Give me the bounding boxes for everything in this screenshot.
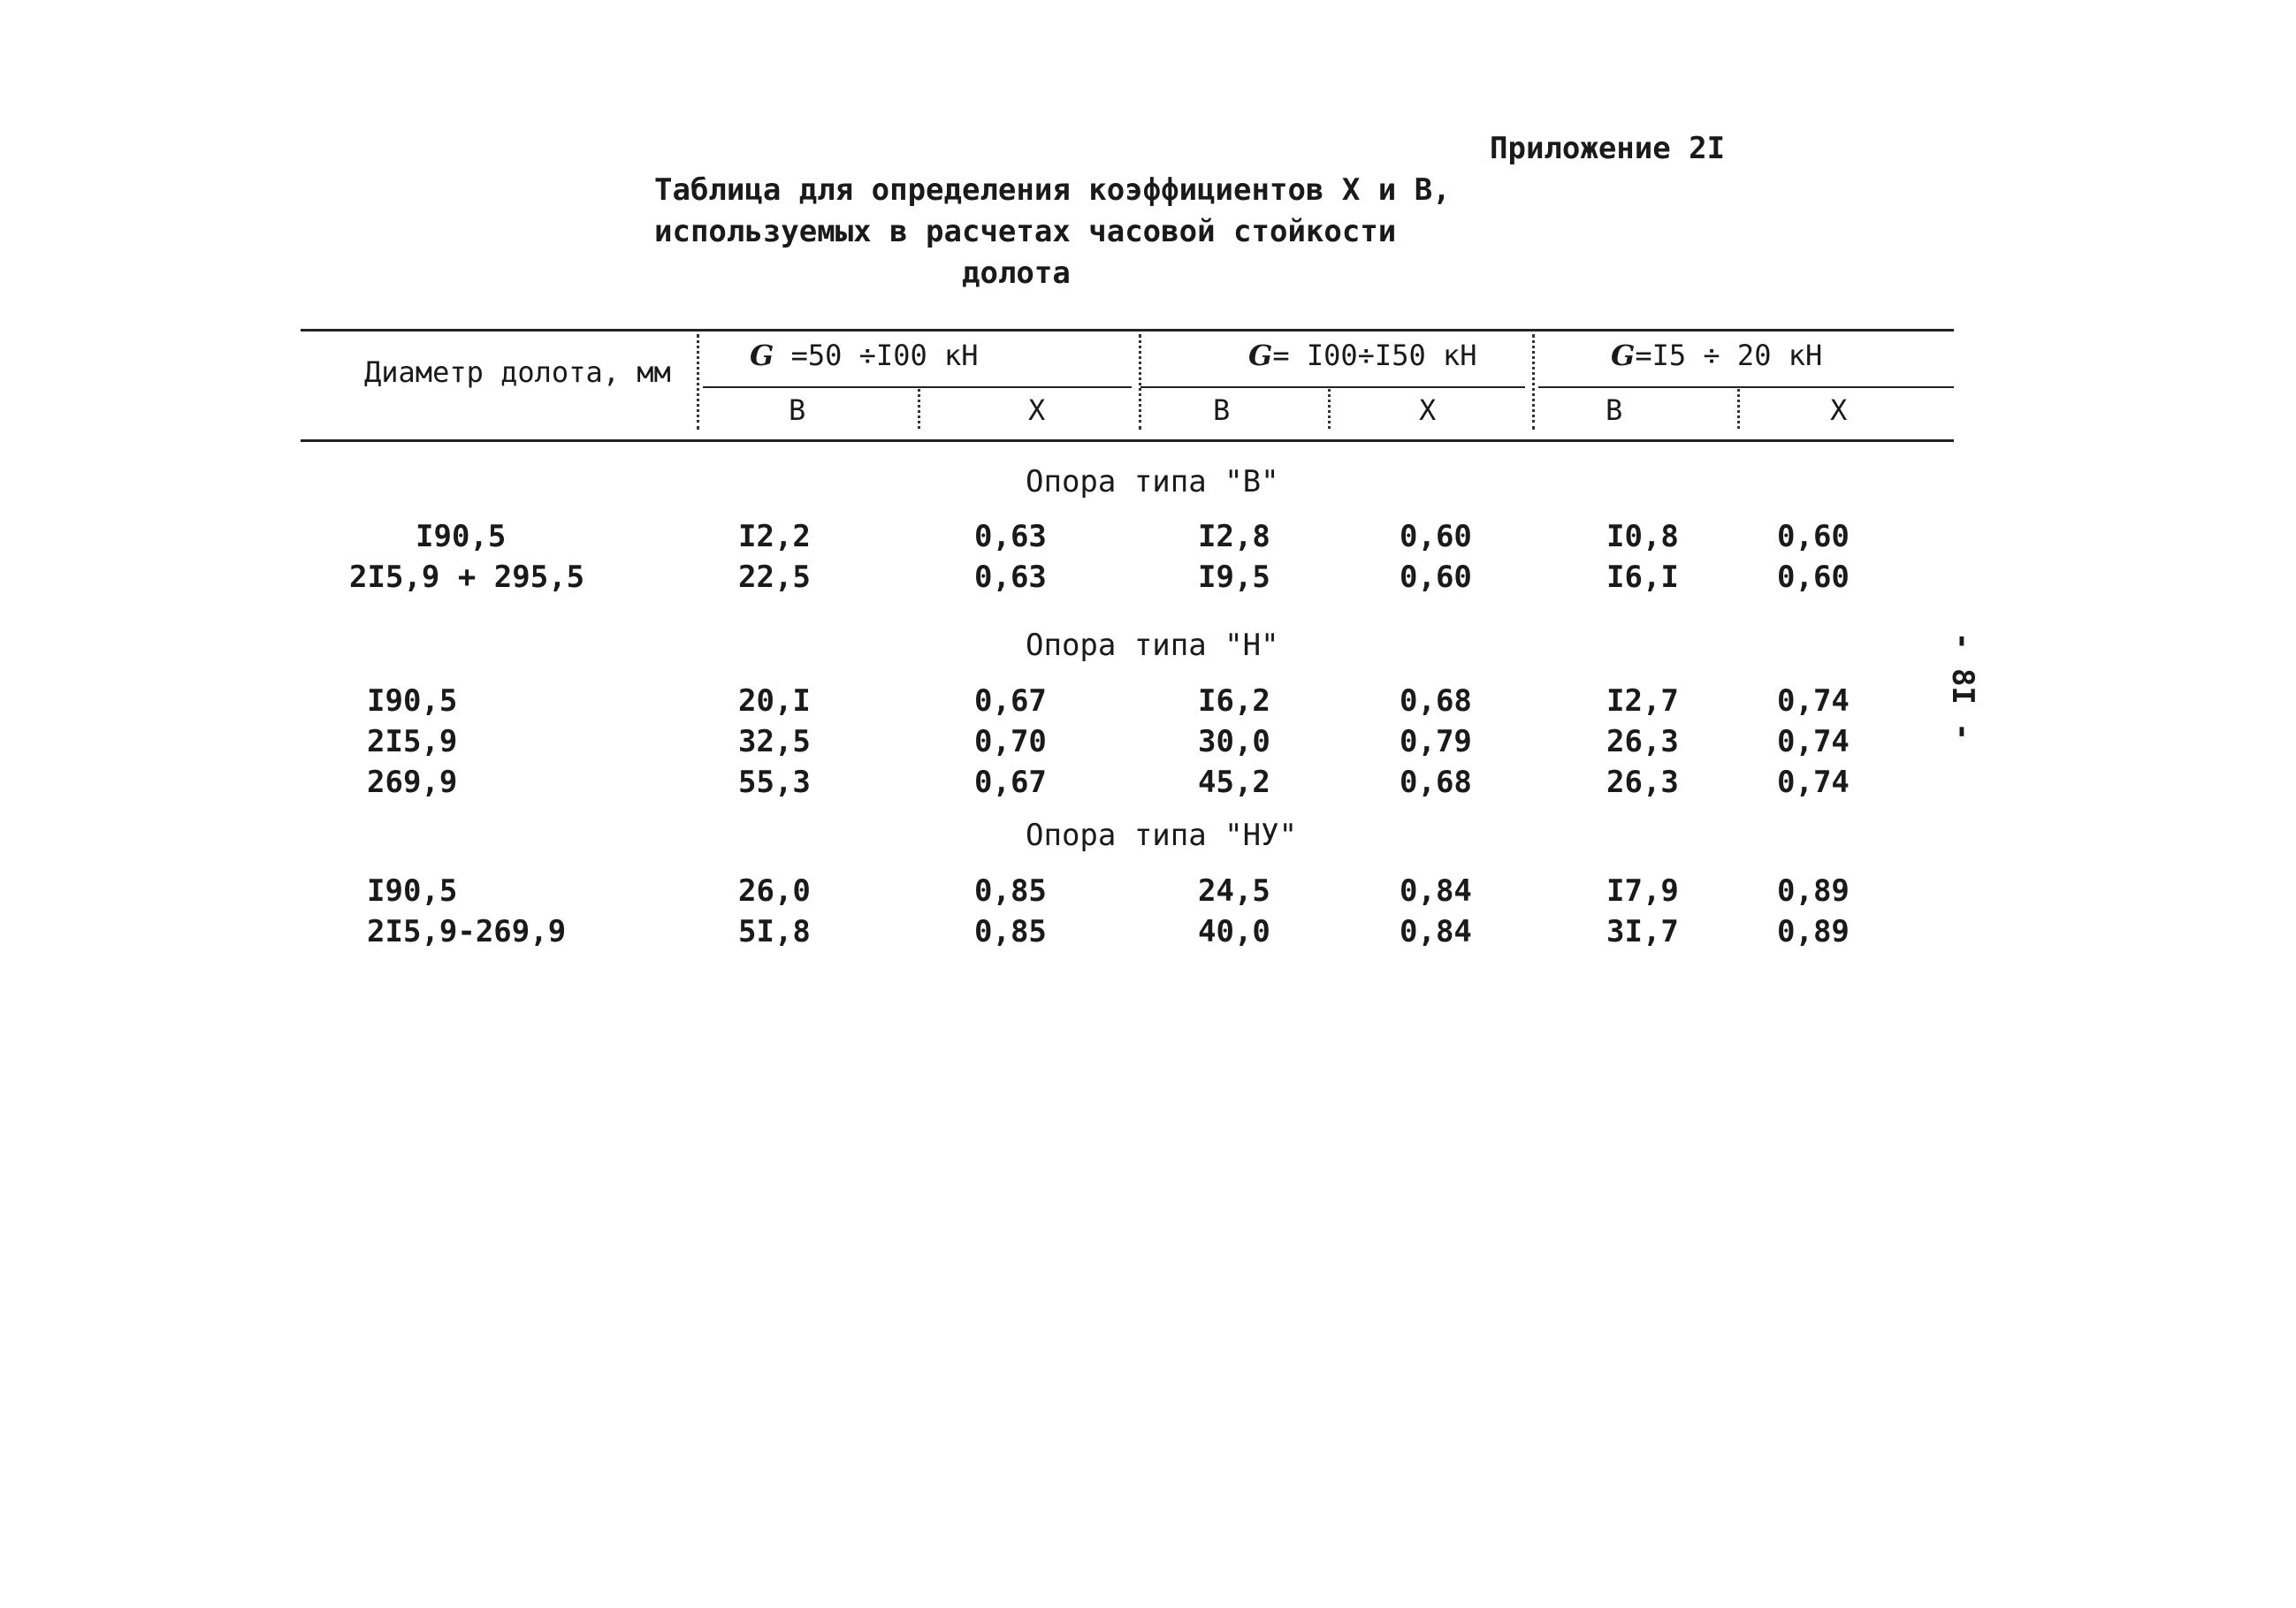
title-line-3: долота bbox=[962, 255, 1071, 291]
sub-header-b: B bbox=[1606, 393, 1623, 427]
value-cell: I2,7 bbox=[1606, 683, 1679, 719]
diameter-cell: 269,9 bbox=[367, 765, 458, 800]
value-cell: 0,68 bbox=[1400, 765, 1472, 800]
value-cell: 45,2 bbox=[1198, 765, 1270, 800]
value-cell: 0,74 bbox=[1777, 765, 1850, 800]
value-cell: 20,I bbox=[738, 683, 811, 719]
sub-header-x: X bbox=[1830, 393, 1848, 427]
value-cell: 0,60 bbox=[1777, 519, 1850, 554]
value-cell: 0,60 bbox=[1777, 560, 1850, 595]
value-cell: 32,5 bbox=[738, 724, 811, 759]
value-cell: 0,89 bbox=[1777, 914, 1850, 949]
value-cell: 22,5 bbox=[738, 560, 811, 595]
value-cell: I0,8 bbox=[1606, 519, 1679, 554]
value-cell: 0,89 bbox=[1777, 873, 1850, 909]
sub-header-x: X bbox=[1419, 393, 1437, 427]
diameter-cell: 2I5,9-269,9 bbox=[367, 914, 567, 949]
section-title-nu: Опора типа "НУ" bbox=[1026, 818, 1298, 853]
g-symbol: G bbox=[1248, 339, 1273, 372]
value-cell: 0,68 bbox=[1400, 683, 1472, 719]
value-cell: 55,3 bbox=[738, 765, 811, 800]
value-cell: 0,85 bbox=[974, 873, 1047, 909]
group-underline-3 bbox=[1538, 386, 1954, 388]
value-cell: 0,84 bbox=[1400, 914, 1472, 949]
g-symbol: G bbox=[1611, 339, 1636, 372]
section-title-v: Опора типа "В" bbox=[1026, 464, 1279, 499]
diameter-cell: 2I5,9 + 295,5 bbox=[349, 560, 585, 595]
section-title-n: Опора типа "Н" bbox=[1026, 628, 1279, 663]
page-number: - 8I - bbox=[1945, 632, 1980, 741]
col-sep-3 bbox=[1532, 334, 1535, 430]
value-cell: 0,60 bbox=[1400, 519, 1472, 554]
diameter-cell: 2I5,9 bbox=[367, 724, 458, 759]
subcol-sep-1 bbox=[918, 389, 920, 429]
value-cell: 0,63 bbox=[974, 519, 1047, 554]
value-cell: 0,74 bbox=[1777, 724, 1850, 759]
value-cell: 0,84 bbox=[1400, 873, 1472, 909]
subcol-sep-2 bbox=[1328, 389, 1331, 429]
diameter-cell: I90,5 bbox=[416, 519, 507, 554]
diameter-cell: I90,5 bbox=[367, 683, 458, 719]
group-underline-2 bbox=[1140, 386, 1525, 388]
value-cell: 0,70 bbox=[974, 724, 1047, 759]
group-header-2 bbox=[1248, 339, 1477, 372]
value-cell: 0,85 bbox=[974, 914, 1047, 949]
value-cell: 0,63 bbox=[974, 560, 1047, 595]
value-cell: 26,3 bbox=[1606, 765, 1679, 800]
value-cell: 0,67 bbox=[974, 765, 1047, 800]
group-label: = I00÷I50 кН bbox=[1272, 339, 1477, 372]
header-bottom-rule bbox=[301, 439, 1954, 442]
value-cell: 24,5 bbox=[1198, 873, 1270, 909]
value-cell: 3I,7 bbox=[1606, 914, 1679, 949]
table-title bbox=[654, 170, 1450, 294]
title-line-2: используемых в расчетах часовой стойкости bbox=[654, 214, 1397, 249]
title-line-1: Таблица для определения коэффициентов X и B, bbox=[654, 172, 1451, 208]
sub-header-b: B bbox=[789, 393, 806, 427]
sub-header-b: B bbox=[1213, 393, 1231, 427]
value-cell: I6,I bbox=[1606, 560, 1679, 595]
value-cell: 0,74 bbox=[1777, 683, 1850, 719]
value-cell: 0,60 bbox=[1400, 560, 1472, 595]
g-symbol: G bbox=[750, 339, 774, 372]
value-cell: I6,2 bbox=[1198, 683, 1270, 719]
table-top-rule bbox=[301, 329, 1954, 332]
value-cell: 0,67 bbox=[974, 683, 1047, 719]
value-cell: I2,2 bbox=[738, 519, 811, 554]
col-sep-2 bbox=[1139, 334, 1141, 430]
col-sep-1 bbox=[697, 334, 699, 430]
row-header: Диаметр долота, мм bbox=[364, 355, 671, 389]
value-cell: 40,0 bbox=[1198, 914, 1270, 949]
value-cell: I2,8 bbox=[1198, 519, 1270, 554]
group-underline-1 bbox=[703, 386, 1132, 388]
sub-header-x: X bbox=[1028, 393, 1046, 427]
diameter-cell: I90,5 bbox=[367, 873, 458, 909]
value-cell: 30,0 bbox=[1198, 724, 1270, 759]
group-header-3 bbox=[1611, 339, 1822, 372]
value-cell: 26,3 bbox=[1606, 724, 1679, 759]
value-cell: I7,9 bbox=[1606, 873, 1679, 909]
value-cell: 26,0 bbox=[738, 873, 811, 909]
value-cell: 5I,8 bbox=[738, 914, 811, 949]
value-cell: I9,5 bbox=[1198, 560, 1270, 595]
group-header-1 bbox=[750, 339, 979, 372]
group-label: =50 ÷I00 кН bbox=[774, 339, 979, 372]
subcol-sep-3 bbox=[1737, 389, 1740, 429]
group-label: =I5 ÷ 20 кН bbox=[1635, 339, 1823, 372]
value-cell: 0,79 bbox=[1400, 724, 1472, 759]
appendix-label: Приложение 2I bbox=[1490, 131, 1726, 166]
